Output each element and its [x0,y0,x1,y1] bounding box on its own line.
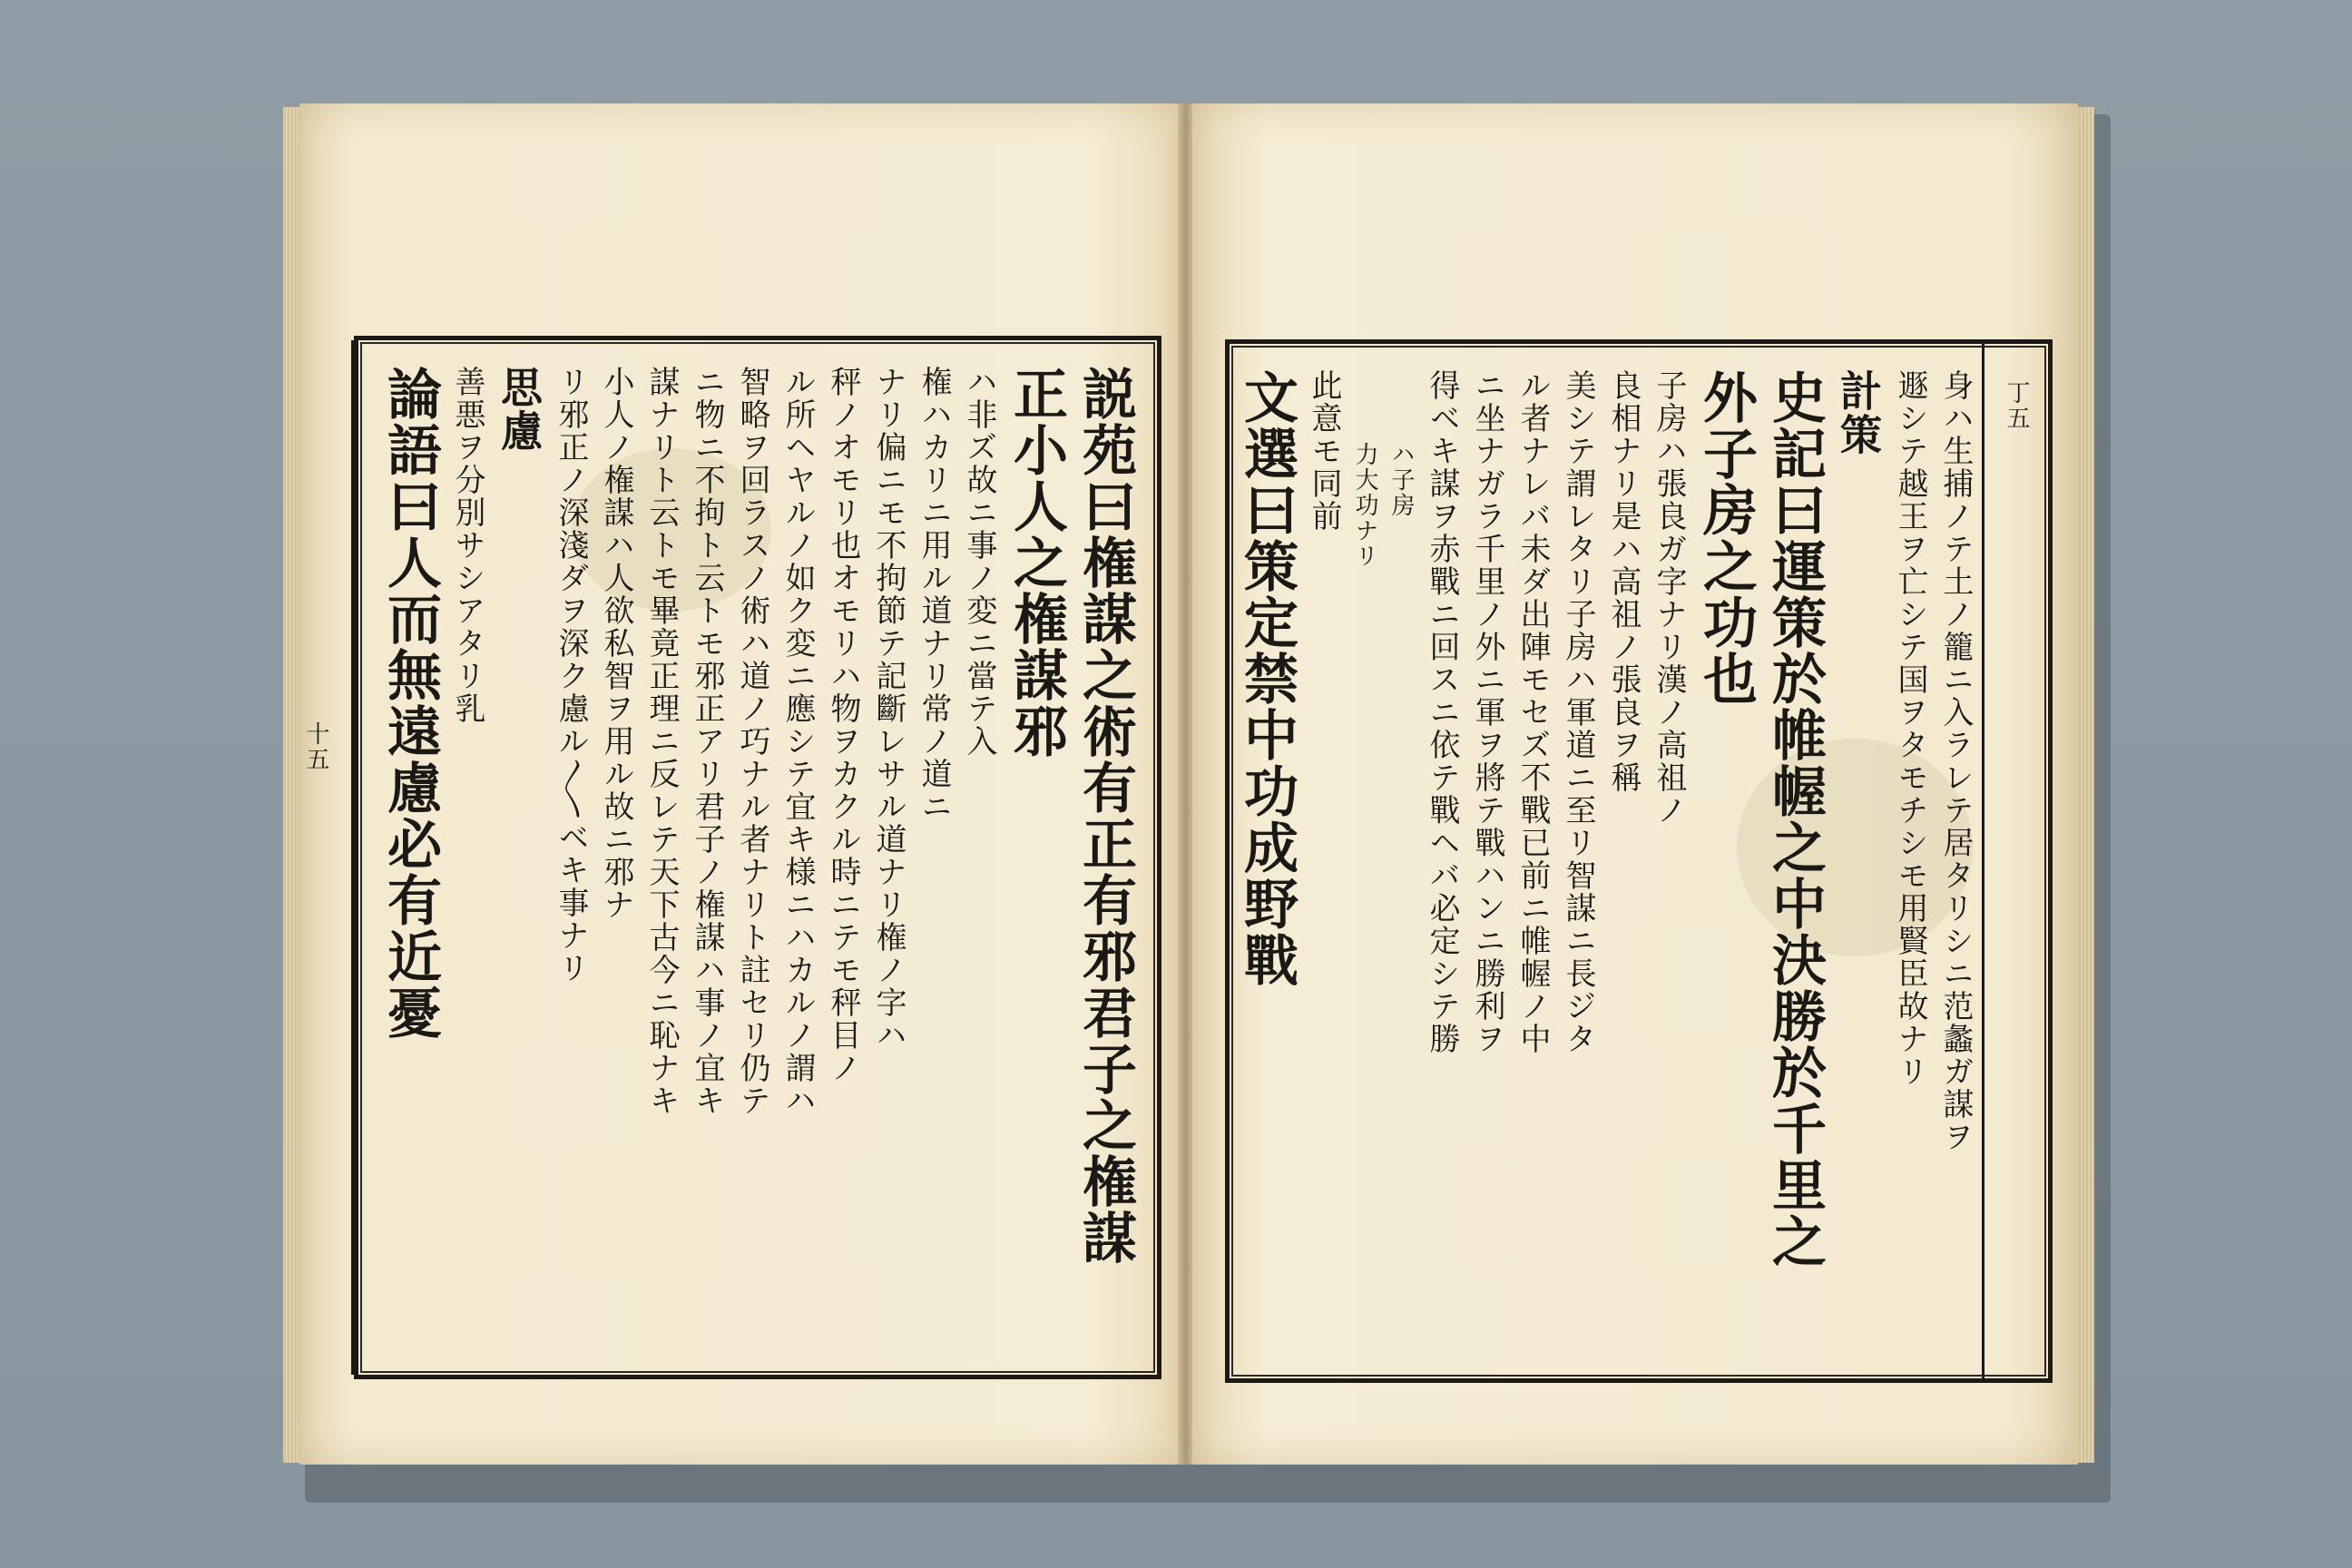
text-column: ハ非ズ故ニ事ノ変ニ當テ入 [961,366,997,758]
text-column: 力大功ナリ [1351,442,1378,569]
margin-folio-right: 丁五 [2003,380,2030,431]
text-column: 史記曰運策於帷幄之中決勝於千里之 [1763,369,1827,1269]
text-column: 思慮 [495,366,544,453]
right-text-frame [1225,339,2053,1383]
text-column: 権ハカリニ用ル道ナリ常ノ道ニ [916,366,952,823]
text-column: 小人ノ権謀ハ人欲私智ヲ用ル故ニ邪ナ [598,366,634,921]
right-margin-column [1982,344,2050,1378]
text-column: 美シテ謂レタリ子房ハ軍道ニ至リ智謀ニ長ジタ [1560,369,1596,1055]
text-column: ニ物ニ不拘ト云トモ邪正アリ君子ノ権謀ハ事ノ宜キ [689,366,725,1117]
text-column: ル者ナレバ未ダ出陣モセズ不戰已前ニ帷幄ノ中 [1514,369,1551,1055]
text-column: 正小人之権謀邪 [1004,366,1068,760]
text-column: 外子房之功也 [1694,369,1758,707]
text-column: 秤ノオモリ也オモリハ物ヲカクル時ニテモ秤目ノ [825,366,861,1084]
text-column: 計策 [1834,369,1883,456]
text-column: ハ子房 [1387,442,1415,518]
text-column: リ邪正ノ深淺ダヲ深ク慮ル〳〵ベキ事ナリ [553,366,589,985]
text-column: 子房ハ張良ガ字ナリ漢ノ高祖ノ [1651,369,1687,827]
left-text-frame [302,336,1161,1379]
text-column: 智略ヲ回ラスノ術ハ道ノ巧ナル者ナリト註セリ仍テ [734,366,770,1117]
left-margin-column [286,340,354,1375]
text-column: 文選曰策定禁中功成野戰 [1235,369,1298,988]
text-column: 謀ナリト云トモ畢竟正理ニ反レテ天下古今ニ恥ナキ [643,366,680,1117]
margin-folio-left: 十五 [302,721,329,772]
text-column: 良相ナリ是ハ高祖ノ張良ヲ稱 [1605,369,1642,794]
text-column: ナリ偏ニモ不拘節テ記斷レサル道ナリ権ノ字ハ [870,366,906,1052]
text-column: 遯シテ越王ヲ亡シテ国ヲタモチシモ用賢臣故ナリ [1892,369,1928,1088]
text-column: 論語曰人而無遠慮必有近憂 [378,366,442,1041]
text-column: ニ坐ナガラ千里ノ外ニ軍ヲ將テ戰ハンニ勝利ヲ [1469,369,1505,1055]
text-column: 善悪ヲ分別サシアタリ乳 [449,366,485,725]
text-column: 此意モ同前 [1306,369,1342,533]
text-column: ル所ヘヤルノ如ク変ニ應シテ宜キ様ニハカルノ謂ハ [779,366,816,1117]
right-page [1192,103,2078,1465]
text-column: 身ハ生捕ノテ土ノ籠ニ入ラレテ居タリシニ范蠡ガ謀ヲ [1937,369,1974,1153]
open-book [283,87,2102,1485]
text-column: 説苑曰権謀之術有正有邪君子之権謀 [1073,366,1137,1266]
text-column: 得ベキ謀ヲ赤戰ニ回スニ依テ戰ヘバ必定シテ勝 [1424,369,1460,1055]
left-page [299,103,1180,1465]
